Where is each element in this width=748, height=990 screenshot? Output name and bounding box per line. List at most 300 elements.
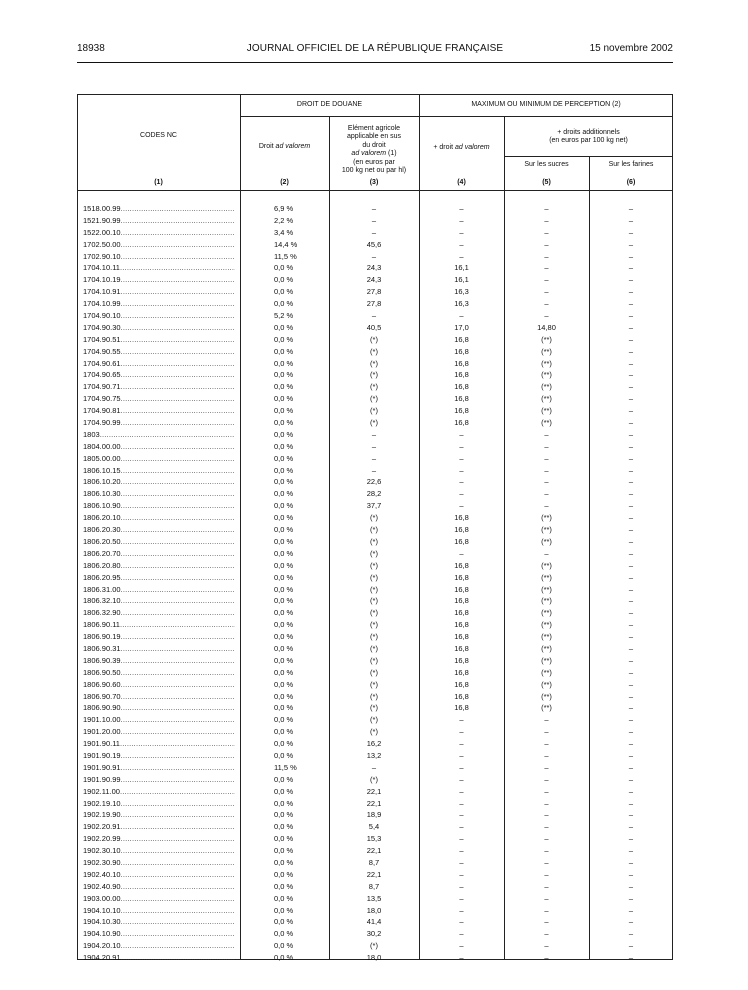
code-nc-cell: 1806.20.95 ..... (83, 572, 235, 584)
element-agricole-cell: (*) (370, 584, 378, 594)
table-row (77, 655, 673, 667)
header-droits-additionnels (504, 129, 673, 146)
code-nc-cell: 1806.90.70 ..... (83, 691, 235, 703)
plus-droit-cell: 16,8 (454, 525, 469, 535)
droit-ad-valorem-cell (240, 334, 318, 346)
element-agricole-cell: 22,1 (366, 798, 382, 808)
droit-ad-valorem-value: 0,0 % (274, 691, 294, 701)
col-number: (1) (154, 179, 163, 186)
droit-ad-valorem-value: 0,0 % (274, 715, 294, 725)
farines-cell: – (628, 251, 634, 261)
table-row (77, 881, 673, 893)
droit-ad-valorem-cell (240, 381, 318, 393)
sucres-cell: – (544, 227, 549, 237)
element-agricole-cell: – (371, 215, 377, 225)
code-nc-cell: 1806.90.39 ..... (83, 655, 235, 667)
droit-ad-valorem-value: 0,0 % (274, 869, 294, 879)
droit-ad-valorem-cell (240, 286, 318, 298)
table-row (77, 952, 673, 964)
plus-droit-cell: – (459, 501, 464, 511)
header-text-italic: ad valorem (454, 144, 490, 151)
plus-droit-cell: 16,8 (454, 584, 469, 594)
farines-cell: – (628, 311, 634, 321)
sucres-cell: (**) (541, 334, 552, 344)
plus-droit-cell: – (459, 548, 464, 558)
table-row (77, 334, 673, 346)
element-agricole-cell: (*) (370, 358, 378, 368)
sucres-cell: – (544, 857, 549, 867)
droit-ad-valorem-cell (240, 322, 318, 334)
sucres-cell: – (544, 204, 549, 213)
table-row (77, 702, 673, 714)
element-agricole-cell: 8,7 (368, 881, 380, 891)
farines-cell: – (628, 489, 634, 499)
droit-ad-valorem-value: 0,0 % (274, 632, 294, 642)
droit-ad-valorem-value: 0,0 % (274, 905, 294, 915)
plus-droit-cell: 16,8 (454, 620, 469, 630)
table-row (77, 286, 673, 298)
header-line: + droits additionnels (557, 129, 620, 136)
table-row (77, 381, 673, 393)
element-agricole-cell: (*) (370, 679, 378, 689)
sucres-cell: – (544, 501, 549, 511)
sucres-cell: – (544, 810, 549, 820)
droit-ad-valorem-cell (240, 405, 318, 417)
droit-ad-valorem-cell (240, 762, 318, 774)
header-line: (en euros par 100 kg net) (549, 137, 628, 145)
element-agricole-cell: 15,3 (366, 834, 382, 844)
element-agricole-cell: (*) (370, 632, 378, 642)
droit-ad-valorem-value: 0,0 % (274, 739, 294, 749)
header-plus-droit-ad-valorem (419, 144, 504, 152)
plus-droit-cell: 16,8 (454, 679, 469, 689)
table-row (77, 857, 673, 869)
element-agricole-cell: (*) (370, 727, 378, 737)
table-row (77, 393, 673, 405)
droit-ad-valorem-cell (240, 809, 318, 821)
code-nc-cell: 1806.90.31 ..... (83, 643, 235, 655)
code-nc-cell: 1704.90.71 ..... (83, 381, 235, 393)
plus-droit-cell: – (459, 204, 464, 213)
code-nc-cell: 1901.90.99 ..... (83, 774, 235, 786)
farines-cell: – (628, 822, 634, 832)
sucres-cell: – (544, 834, 549, 844)
droit-ad-valorem-cell (240, 726, 318, 738)
table-row (77, 905, 673, 917)
farines-cell: – (628, 263, 634, 273)
table-row (77, 643, 673, 655)
farines-cell: – (628, 215, 634, 225)
plus-droit-cell: 16,8 (454, 691, 469, 701)
table-row (77, 215, 673, 227)
droit-ad-valorem-value: 0,0 % (274, 750, 294, 760)
sucres-cell: – (544, 762, 549, 772)
droit-ad-valorem-value: 0,0 % (274, 608, 294, 618)
header-text: (1) (386, 150, 397, 158)
droit-ad-valorem-value: 0,0 % (274, 382, 294, 392)
plus-droit-cell: – (459, 798, 464, 808)
table-row (77, 726, 673, 738)
sucres-cell: (**) (541, 358, 552, 368)
farines-cell: – (628, 762, 634, 772)
sucres-cell: (**) (541, 536, 552, 546)
table-row (77, 203, 673, 215)
table-row (77, 476, 673, 488)
element-agricole-cell: – (371, 465, 377, 475)
droit-ad-valorem-value: 0,0 % (274, 453, 294, 463)
element-agricole-cell: 5,4 (368, 822, 380, 832)
sucres-cell: – (544, 299, 549, 309)
droit-ad-valorem-value: 0,0 % (274, 953, 294, 963)
farines-cell: – (628, 929, 634, 939)
farines-cell: – (628, 608, 634, 618)
header-droit-de-douane: DROIT DE DOUANE (296, 101, 363, 108)
table-row (77, 762, 673, 774)
droit-ad-valorem-cell (240, 607, 318, 619)
droit-ad-valorem-value: 0,0 % (274, 834, 294, 844)
code-nc-cell: 1901.20.00 ..... (83, 726, 235, 738)
plus-droit-cell: 16,8 (454, 596, 469, 606)
sucres-cell: (**) (541, 632, 552, 642)
droit-ad-valorem-value: 0,0 % (274, 513, 294, 523)
droit-ad-valorem-value: 0,0 % (274, 441, 294, 451)
element-agricole-cell: 40,5 (366, 322, 382, 332)
droit-ad-valorem-cell (240, 643, 318, 655)
farines-cell: – (628, 643, 634, 653)
sucres-cell: (**) (541, 418, 552, 428)
plus-droit-cell: – (459, 786, 464, 796)
plus-droit-cell: – (459, 239, 464, 249)
element-agricole-cell: – (371, 762, 377, 772)
sucres-cell: (**) (541, 572, 552, 582)
table-row (77, 346, 673, 358)
sucres-cell: – (544, 750, 549, 760)
droit-ad-valorem-cell (240, 714, 318, 726)
sucres-cell: – (544, 881, 549, 891)
droit-ad-valorem-cell (240, 441, 318, 453)
code-nc-cell: 1806.20.80 ..... (83, 560, 235, 572)
farines-cell: – (628, 596, 634, 606)
sucres-cell: 14,80 (537, 322, 556, 332)
droit-ad-valorem-cell (240, 845, 318, 857)
plus-droit-cell: 16,8 (454, 418, 469, 428)
table-row (77, 607, 673, 619)
element-agricole-cell: (*) (370, 572, 378, 582)
droit-ad-valorem-value: 0,0 % (274, 394, 294, 404)
element-agricole-cell: – (371, 251, 377, 261)
plus-droit-cell: 16,8 (454, 536, 469, 546)
farines-cell: – (628, 477, 634, 487)
element-agricole-cell: (*) (370, 382, 378, 392)
code-nc-cell: 1902.20.91 ..... (83, 821, 235, 833)
code-nc-cell: 1806.10.30 ..... (83, 488, 235, 500)
droit-ad-valorem-cell (240, 453, 318, 465)
droit-ad-valorem-cell (240, 869, 318, 881)
element-agricole-cell: – (371, 453, 377, 463)
plus-droit-cell: – (459, 905, 464, 915)
plus-droit-cell: – (459, 762, 464, 772)
table-row (77, 548, 673, 560)
table-row (77, 512, 673, 524)
sucres-cell: – (544, 548, 549, 558)
farines-cell: – (628, 406, 634, 416)
droit-ad-valorem-cell (240, 667, 318, 679)
element-agricole-cell: (*) (370, 941, 378, 951)
farines-cell: – (628, 846, 634, 856)
code-nc-cell: 1704.90.30 ..... (83, 322, 235, 334)
droit-ad-valorem-value: 0,0 % (274, 620, 294, 630)
droit-ad-valorem-cell (240, 203, 318, 215)
plus-droit-cell: – (459, 929, 464, 939)
element-agricole-cell: 22,1 (366, 846, 382, 856)
droit-ad-valorem-cell (240, 916, 318, 928)
farines-cell: – (628, 941, 634, 951)
sucres-cell: – (544, 239, 549, 249)
element-agricole-cell: 22,1 (366, 786, 382, 796)
table-row (77, 453, 673, 465)
droit-ad-valorem-value: 11,5 % (274, 251, 297, 261)
element-agricole-cell: (*) (370, 394, 378, 404)
element-agricole-cell: – (371, 441, 377, 451)
farines-cell: – (628, 346, 634, 356)
plus-droit-cell: 16,8 (454, 655, 469, 665)
table-row (77, 631, 673, 643)
code-nc-cell: 1806.90.50 ..... (83, 667, 235, 679)
code-nc-cell: 1803 ..... (83, 429, 235, 441)
table-row (77, 298, 673, 310)
sucres-cell: – (544, 477, 549, 487)
droit-ad-valorem-cell (240, 584, 318, 596)
element-agricole-cell: 28,2 (366, 489, 382, 499)
sucres-cell: – (544, 739, 549, 749)
droit-ad-valorem-value: 0,0 % (274, 941, 294, 951)
droit-ad-valorem-cell (240, 798, 318, 810)
farines-cell: – (628, 227, 634, 237)
code-nc-cell: 1702.90.10 ..... (83, 251, 235, 263)
plus-droit-cell: – (459, 441, 464, 451)
farines-cell: – (628, 893, 634, 903)
farines-cell: – (628, 429, 634, 439)
sucres-cell: – (544, 489, 549, 499)
sucres-cell: – (544, 905, 549, 915)
farines-cell: – (628, 334, 634, 344)
plus-droit-cell: 16,8 (454, 513, 469, 523)
farines-cell: – (628, 525, 634, 535)
journal-title: JOURNAL OFFICIEL DE LA RÉPUBLIQUE FRANÇAISE (246, 43, 504, 54)
droit-ad-valorem-value: 0,0 % (274, 643, 294, 653)
table-row (77, 429, 673, 441)
header-rule (77, 62, 673, 63)
droit-ad-valorem-value: 0,0 % (274, 275, 294, 285)
sucres-cell: (**) (541, 382, 552, 392)
farines-cell: – (628, 715, 634, 725)
sucres-cell: (**) (541, 596, 552, 606)
header-line: du droit (362, 141, 386, 149)
farines-cell: – (628, 917, 634, 927)
plus-droit-cell: – (459, 465, 464, 475)
farines-cell: – (628, 299, 634, 309)
table-top-border (77, 94, 673, 95)
droit-ad-valorem-value: 0,0 % (274, 857, 294, 867)
droit-ad-valorem-value: 0,0 % (274, 370, 294, 380)
sucres-cell: – (544, 953, 549, 963)
sucres-cell: (**) (541, 513, 552, 523)
droit-ad-valorem-cell (240, 881, 318, 893)
element-agricole-cell: 18,9 (366, 810, 382, 820)
code-nc-cell: 1806.90.90 ..... (83, 702, 235, 714)
code-nc-cell: 1704.90.99 ..... (83, 417, 235, 429)
code-nc-cell: 1904.20.10 ..... (83, 940, 235, 952)
plus-droit-cell: – (459, 739, 464, 749)
droit-ad-valorem-cell (240, 417, 318, 429)
table-row (77, 417, 673, 429)
code-nc-cell: 1806.20.70 ..... (83, 548, 235, 560)
page-header (77, 43, 673, 59)
plus-droit-cell: 16,3 (454, 287, 469, 297)
plus-droit-cell: – (459, 893, 464, 903)
farines-cell: – (628, 632, 634, 642)
droit-ad-valorem-cell (240, 928, 318, 940)
code-nc-cell: 1902.40.10 ..... (83, 869, 235, 881)
table-row (77, 893, 673, 905)
sucres-cell: (**) (541, 608, 552, 618)
farines-cell: – (628, 834, 634, 844)
table-row (77, 369, 673, 381)
farines-cell: – (628, 501, 634, 511)
element-agricole-cell: 24,3 (366, 275, 382, 285)
table-row (77, 310, 673, 322)
code-nc-cell: 1806.32.90 ..... (83, 607, 235, 619)
droit-ad-valorem-value: 0,0 % (274, 655, 294, 665)
droit-ad-valorem-value: 0,0 % (274, 596, 294, 606)
code-nc-cell: 1806.90.19 ..... (83, 631, 235, 643)
droit-ad-valorem-cell (240, 215, 318, 227)
droit-ad-valorem-cell (240, 393, 318, 405)
droit-ad-valorem-cell (240, 429, 318, 441)
farines-cell: – (628, 358, 634, 368)
plus-droit-cell: – (459, 953, 464, 963)
element-agricole-cell: – (371, 204, 377, 213)
droit-ad-valorem-cell (240, 631, 318, 643)
sucres-cell: – (544, 441, 549, 451)
droit-ad-valorem-value: 0,0 % (274, 822, 294, 832)
table-row (77, 584, 673, 596)
droit-ad-valorem-value: 0,0 % (274, 703, 294, 713)
sucres-cell: – (544, 929, 549, 939)
table-body (77, 203, 673, 964)
droit-ad-valorem-cell (240, 619, 318, 631)
table-row (77, 500, 673, 512)
table-row (77, 239, 673, 251)
droit-ad-valorem-value: 0,0 % (274, 917, 294, 927)
plus-droit-cell: – (459, 750, 464, 760)
sucres-cell: – (544, 893, 549, 903)
plus-droit-cell: – (459, 834, 464, 844)
farines-cell: – (628, 655, 634, 665)
code-nc-cell: 1806.20.30 ..... (83, 524, 235, 536)
element-agricole-cell: 22,1 (366, 869, 382, 879)
code-nc-cell: 1806.10.20 ..... (83, 476, 235, 488)
farines-cell: – (628, 881, 634, 891)
col-number: (6) (626, 179, 636, 186)
code-nc-cell: 1806.20.10 ..... (83, 512, 235, 524)
header-text-italic: ad valorem (351, 150, 387, 158)
header-text: Droit (258, 143, 276, 150)
farines-cell: – (628, 382, 634, 392)
droit-ad-valorem-cell (240, 691, 318, 703)
plus-droit-cell: – (459, 917, 464, 927)
element-agricole-cell: – (371, 311, 377, 321)
table-row (77, 560, 673, 572)
table-row (77, 774, 673, 786)
code-nc-cell: 1902.19.10 ..... (83, 798, 235, 810)
element-agricole-cell: (*) (370, 525, 378, 535)
element-agricole-cell: (*) (370, 715, 378, 725)
element-agricole-cell: (*) (370, 418, 378, 428)
sucres-cell: (**) (541, 679, 552, 689)
farines-cell: – (628, 239, 634, 249)
header-line: (en euros par (353, 158, 395, 166)
droit-ad-valorem-cell (240, 476, 318, 488)
table-row (77, 869, 673, 881)
droit-ad-valorem-value: 3,4 % (274, 227, 294, 237)
header-line: 100 kg net ou par hl) (341, 167, 407, 175)
element-agricole-cell: (*) (370, 536, 378, 546)
code-nc-cell: 1806.20.50 ..... (83, 536, 235, 548)
sucres-cell: – (544, 453, 549, 463)
code-nc-cell: 1901.90.11 ..... (83, 738, 235, 750)
farines-cell: – (628, 560, 634, 570)
droit-ad-valorem-cell (240, 905, 318, 917)
droit-ad-valorem-cell (240, 786, 318, 798)
header-bottom-rule (77, 190, 673, 191)
droit-ad-valorem-cell (240, 655, 318, 667)
droit-ad-valorem-cell (240, 572, 318, 584)
element-agricole-cell: 13,2 (366, 750, 382, 760)
code-nc-cell: 1904.10.90 ..... (83, 928, 235, 940)
droit-ad-valorem-value: 0,0 % (274, 501, 294, 511)
farines-cell: – (628, 774, 634, 784)
farines-cell: – (628, 798, 634, 808)
code-nc-cell: 1704.90.81 ..... (83, 405, 235, 417)
plus-droit-cell: 16,8 (454, 572, 469, 582)
sucres-cell: – (544, 822, 549, 832)
droit-ad-valorem-cell (240, 262, 318, 274)
farines-cell: – (628, 857, 634, 867)
code-nc-cell: 1904.10.10 ..... (83, 905, 235, 917)
sucres-cell: – (544, 869, 549, 879)
table-row (77, 821, 673, 833)
code-nc-cell: 1702.50.00 ..... (83, 239, 235, 251)
code-nc-cell: 1704.10.91 ..... (83, 286, 235, 298)
element-agricole-cell: (*) (370, 667, 378, 677)
table-row (77, 441, 673, 453)
droit-ad-valorem-cell (240, 857, 318, 869)
droit-ad-valorem-value: 0,0 % (274, 774, 294, 784)
droit-ad-valorem-value: 2,2 % (274, 215, 294, 225)
element-agricole-cell: 16,2 (366, 739, 382, 749)
table-row (77, 251, 673, 263)
code-nc-cell: 1806.90.60 ..... (83, 679, 235, 691)
sucres-cell: – (544, 311, 549, 321)
col-number: (5) (542, 179, 551, 186)
header-droit-ad-valorem (240, 143, 329, 151)
droit-ad-valorem-cell (240, 548, 318, 560)
table-row (77, 679, 673, 691)
droit-ad-valorem-cell (240, 251, 318, 263)
droit-ad-valorem-cell (240, 524, 318, 536)
sucres-cell: (**) (541, 370, 552, 380)
